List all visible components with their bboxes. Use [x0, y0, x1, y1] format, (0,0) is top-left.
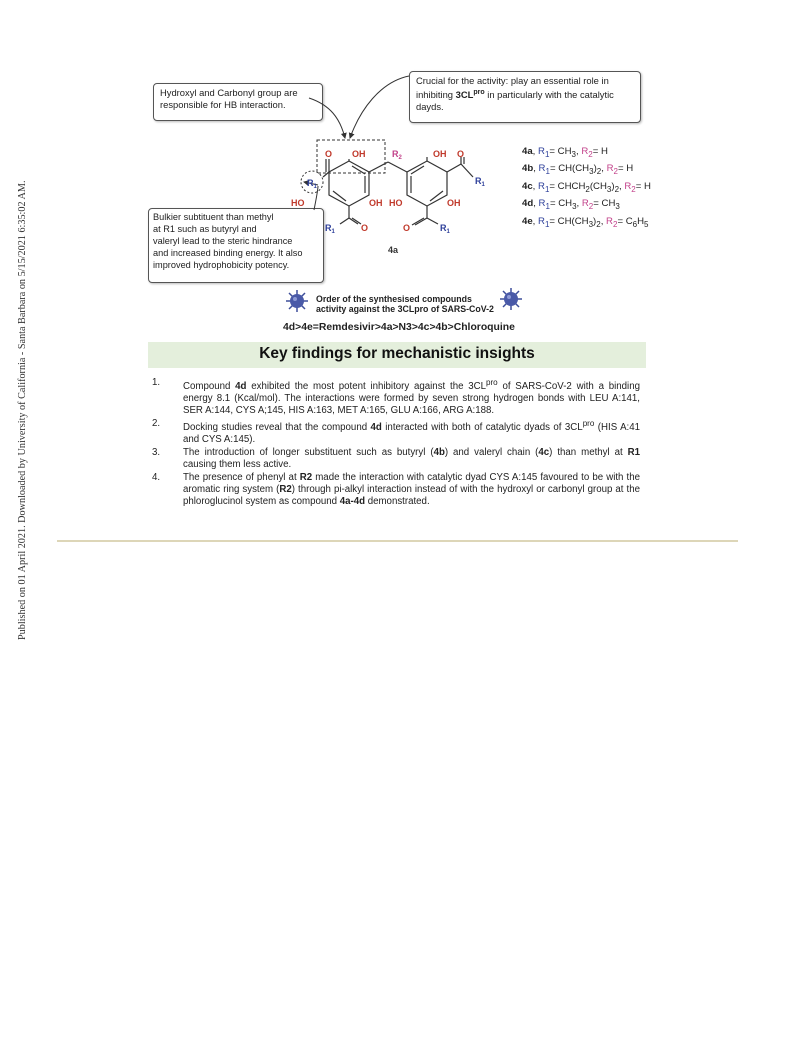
hb-callout-line2: responsible for HB interaction.: [160, 99, 286, 110]
divider-rule: [57, 540, 738, 542]
bulkier-line4: and increased binding energy. It also: [153, 248, 303, 258]
compound-4a: 4a, $R_1= CH_3$, $R_2= H$: [522, 146, 608, 159]
label-r2: $R_2$: [392, 149, 402, 161]
finding-number: 3.: [152, 447, 161, 459]
hb-callout-line1: Hydroxyl and Carbonyl group are: [160, 87, 298, 98]
crucial-pro: pro: [473, 89, 485, 96]
finding-text: The introduction of longer substituent such as butyryl (4b) and valeryl chain (4c) than methyl at R1 causing them less active.: [183, 447, 640, 471]
compound-4e: 4e, $R_1= CH(CH_3)_2$, $R_2= C_6H_5$: [522, 215, 649, 229]
compound-4d: 4d, $R_1= CH_3$, $R_2= CH_3$: [522, 198, 620, 212]
finding-item: [152, 418, 640, 446]
finding-item: [152, 377, 640, 417]
label-o-bottom-right: O: [403, 223, 411, 233]
compound-4b: 4b, $R_1= CH(CH_3)_2$, $R_2= H$: [522, 163, 634, 177]
finding-text: Compound 4d exhibited the most potent inhibitory against the $3CL^{pro}$ of SARS-CoV-2 with a binding energy 8.1 (Kcal/mol). The interactions were formed by seven strong hydrogen bonds with LEU A:141, SER A:144, CYS A;145, HIS A:163, MET A:165, GLU A:166, ARG A:188.: [183, 378, 640, 417]
publication-note: Published on 01 April 2021. Downloaded by University of California - Santa Barbara on 5/15/2021 6:35:02 AM.: [17, 180, 28, 640]
finding-item: [152, 447, 640, 471]
key-findings-band: [148, 342, 646, 368]
label-o-right: O: [457, 149, 465, 159]
crucial-callout-line3: dayds.: [416, 101, 444, 113]
crucial-arrow: [350, 76, 409, 138]
crucial-text-a: inhibiting: [416, 89, 456, 101]
label-o-bottom-left: O: [361, 223, 369, 233]
crucial-callout-line1: Crucial for the activity: play an essential role in: [416, 75, 609, 86]
key-findings-list: [152, 377, 640, 509]
crucial-text-b: in particularly with the catalytic: [484, 89, 614, 101]
finding-number: 2.: [152, 418, 161, 430]
label-ho-left: HO: [291, 198, 305, 208]
bulkier-line1: Bulkier subtituent than methyl: [153, 212, 274, 222]
finding-number: 4.: [152, 472, 161, 484]
left-ring: [323, 159, 407, 224]
finding-item: [152, 472, 640, 508]
label-oh-top-right: OH: [433, 149, 447, 159]
label-r1-right: $R_1$: [475, 176, 485, 188]
order-line2: activity against the 3CLpro of SARS-CoV-2: [316, 304, 494, 314]
bulkier-line2: at R1 such as butyryl and: [153, 224, 257, 234]
compound-4c: 4c, $R_1=$ $CHCH_2(CH_3)_2$, $R_2= H$: [522, 180, 651, 194]
bulkier-line3: valeryl lead to the steric hindrance: [153, 236, 293, 246]
order-line1: Order of the synthesised compounds: [316, 294, 472, 304]
virus-icon-right: [500, 288, 522, 310]
label-ho-mid: HO: [389, 198, 403, 208]
label-r1-bottom-left: $R_1$: [325, 223, 335, 235]
compound-label: 4a: [388, 245, 399, 255]
bulkier-line5: improved hydrophobicity potency.: [153, 260, 290, 270]
hb-arrow: [309, 98, 345, 138]
right-ring: [407, 157, 473, 225]
activity-order: [286, 288, 526, 318]
compound-4a-structure: [291, 135, 510, 260]
virus-icon-left: [286, 290, 308, 312]
label-o-left: O: [325, 149, 333, 159]
finding-number: 1.: [152, 377, 161, 388]
label-oh-top-left: OH: [352, 149, 366, 159]
compound-list: [522, 145, 651, 232]
crucial-3cl: 3CL: [455, 89, 474, 101]
label-oh-right: OH: [447, 198, 461, 208]
activity-ranking: 4d>4e=Remdesivir>4a>N3>4c>4b>Chloroquine: [283, 322, 515, 333]
label-r1-left: $R_1$: [307, 178, 317, 190]
label-r1-bottom-right: $R_1$: [440, 223, 450, 235]
key-findings-title: Key findings for mechanistic insights: [259, 345, 535, 362]
finding-text: Docking studies reveal that the compound 4d interacted with both of catalytic dyads of $3CL^{pro}$ (HIS A:41 and CYS A:145).: [183, 419, 641, 446]
label-oh-mid: OH: [369, 198, 383, 208]
finding-text: The presence of phenyl at R2 made the interaction with catalytic dyad CYS A:145 favoured to be with the aromatic ring system (R2) through pi-alkyl interaction instead of with the hydroxyl or carbonyl group at the phloroglucinol system as compound 4a-4d demonstrated.: [183, 472, 641, 508]
